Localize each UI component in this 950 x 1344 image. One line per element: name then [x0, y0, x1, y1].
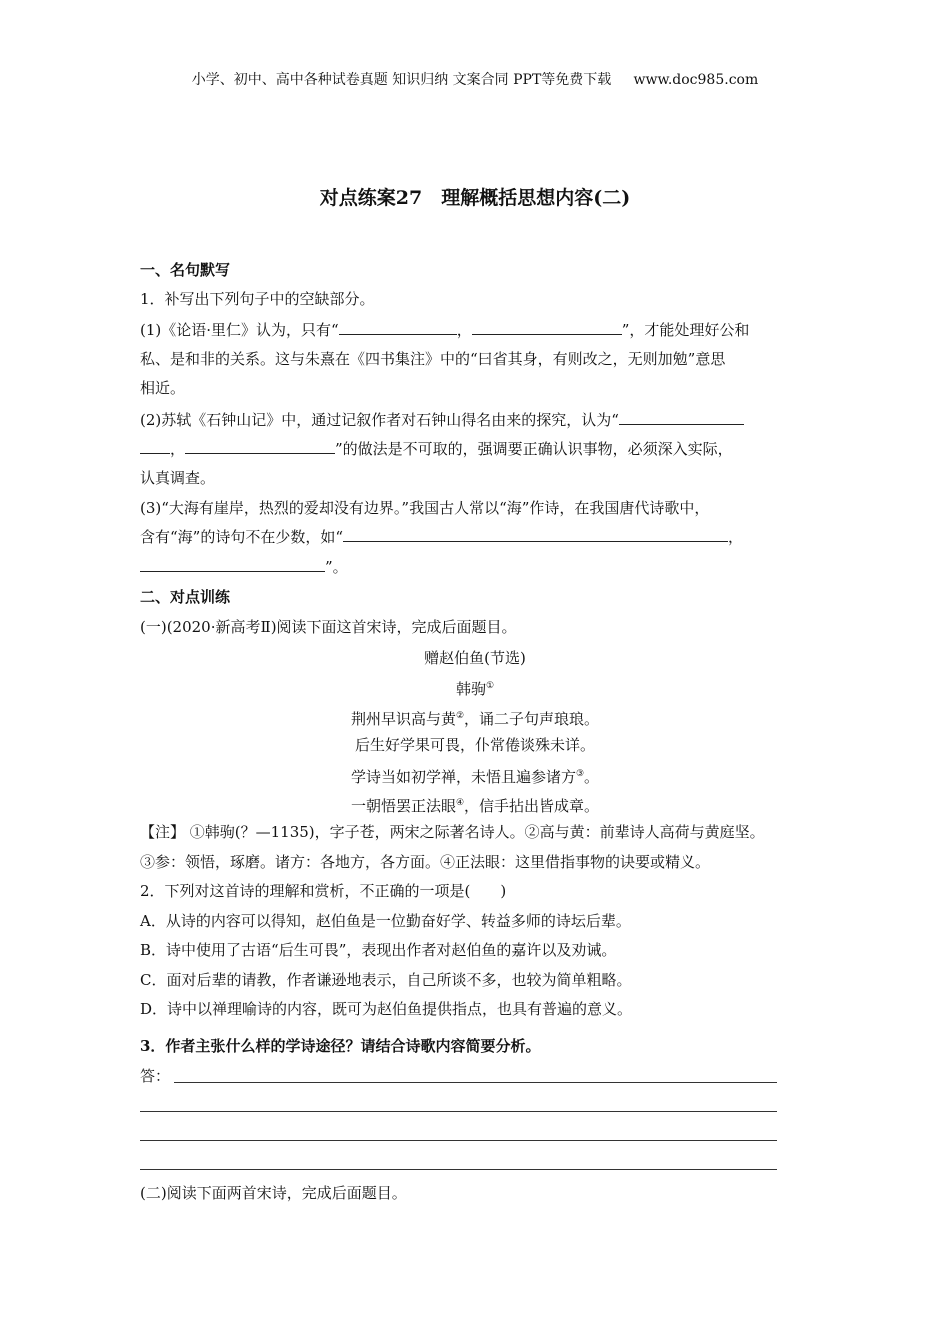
text-line: 相近。 — [140, 379, 186, 397]
text-line: ， ”的做法是不可取的，强调要正确认识事物，必须深入实际， — [140, 439, 733, 459]
answer-blank[interactable] — [140, 557, 325, 572]
page-header — [0, 70, 950, 90]
question-2: 2．下列对这首诗的理解和赏析，不正确的一项是( ) — [140, 882, 507, 900]
q1-part2: (2)苏轼《石钟山记》中，通过记叙作者对石钟山得名由来的探究，认为“ — [140, 410, 744, 430]
header-text: 小学、初中、高中各种试卷真题 知识归纳 文案合同 PPT等免费下载 — [191, 72, 612, 88]
question-1: 1．补写出下列句子中的空缺部分。 — [140, 290, 375, 308]
question-3: 3．作者主张什么样的学诗途径？请结合诗歌内容简要分析。 — [140, 1037, 541, 1055]
poem-author: 韩驹① — [455, 680, 495, 698]
option-b[interactable]: B．诗中使用了古语“后生可畏”，表现出作者对赵伯鱼的嘉许以及劝诫。 — [140, 941, 617, 959]
section-heading: 一、名句默写 — [140, 261, 231, 279]
text-line: ”。 — [140, 557, 348, 577]
q1-part3: (3)“大海有崖岸，热烈的爱却没有边界。”我国古人常以“海”作诗，在我国唐代诗歌中， — [140, 499, 710, 517]
poem-line: 一朝悟罢正法眼④，信手拈出皆成章。 — [350, 797, 600, 815]
poem-line: 后生好学果可畏，仆常倦谈殊未详。 — [354, 736, 595, 754]
text-line: 认真调查。 — [140, 469, 216, 487]
passage-intro: (二)阅读下面两首宋诗，完成后面题目。 — [140, 1184, 407, 1202]
answer-blank[interactable] — [140, 439, 170, 454]
text-line: 含有“海”的诗句不在少数，如“ ， — [140, 528, 744, 546]
header-url[interactable]: www.doc985.com — [633, 72, 759, 88]
answer-blank[interactable] — [339, 320, 457, 335]
poem-note: ③参：领悟，琢磨。诸方：各地方，各方面。④正法眼：这里借指事物的诀要或精义。 — [140, 853, 711, 871]
poem-line: 荆州早识高与黄②，诵二子句声琅琅。 — [350, 710, 600, 728]
section-heading: 二、对点训练 — [140, 588, 231, 606]
answer-blank[interactable] — [185, 439, 335, 454]
poem-title: 赠赵伯鱼(节选) — [424, 649, 526, 667]
poem-line: 学诗当如初学禅，未悟且遍参诸方③。 — [350, 768, 600, 786]
option-d[interactable]: D．诗中以禅理喻诗的内容，既可为赵伯鱼提供指点，也具有普遍的意义。 — [140, 1000, 633, 1018]
answer-line[interactable] — [140, 1140, 777, 1141]
answer-line[interactable] — [140, 1169, 777, 1170]
answer-blank[interactable] — [619, 410, 744, 425]
answer-line[interactable] — [140, 1111, 777, 1112]
page-title: 对点练案27 理解概括思想内容(二) — [319, 187, 631, 209]
q1-part1: (1)《论语·里仁》认为，只有“ ， ”，才能处理好公和 — [140, 321, 750, 339]
poem-note: 【注】 ①韩驹(？—1135)，字子苍，两宋之际著名诗人。②高与黄：前辈诗人高荷与黄庭坚。 — [140, 823, 765, 841]
answer-label: 答： — [140, 1067, 171, 1085]
option-a[interactable]: A．从诗的内容可以得知，赵伯鱼是一位勤奋好学、转益多师的诗坛后辈。 — [140, 912, 631, 930]
answer-blank[interactable] — [472, 320, 622, 335]
passage-intro: (一)(2020·新高考Ⅱ)阅读下面这首宋诗，完成后面题目。 — [140, 618, 517, 636]
text-line: 私、是和非的关系。这与朱熹在《四书集注》中的“曰省其身，有则改之，无则加勉”意思 — [140, 350, 726, 368]
option-c[interactable]: C．面对后辈的请教，作者谦逊地表示，自己所谈不多，也较为简单粗略。 — [140, 971, 632, 989]
answer-line[interactable] — [174, 1082, 777, 1083]
answer-blank[interactable] — [343, 527, 728, 542]
